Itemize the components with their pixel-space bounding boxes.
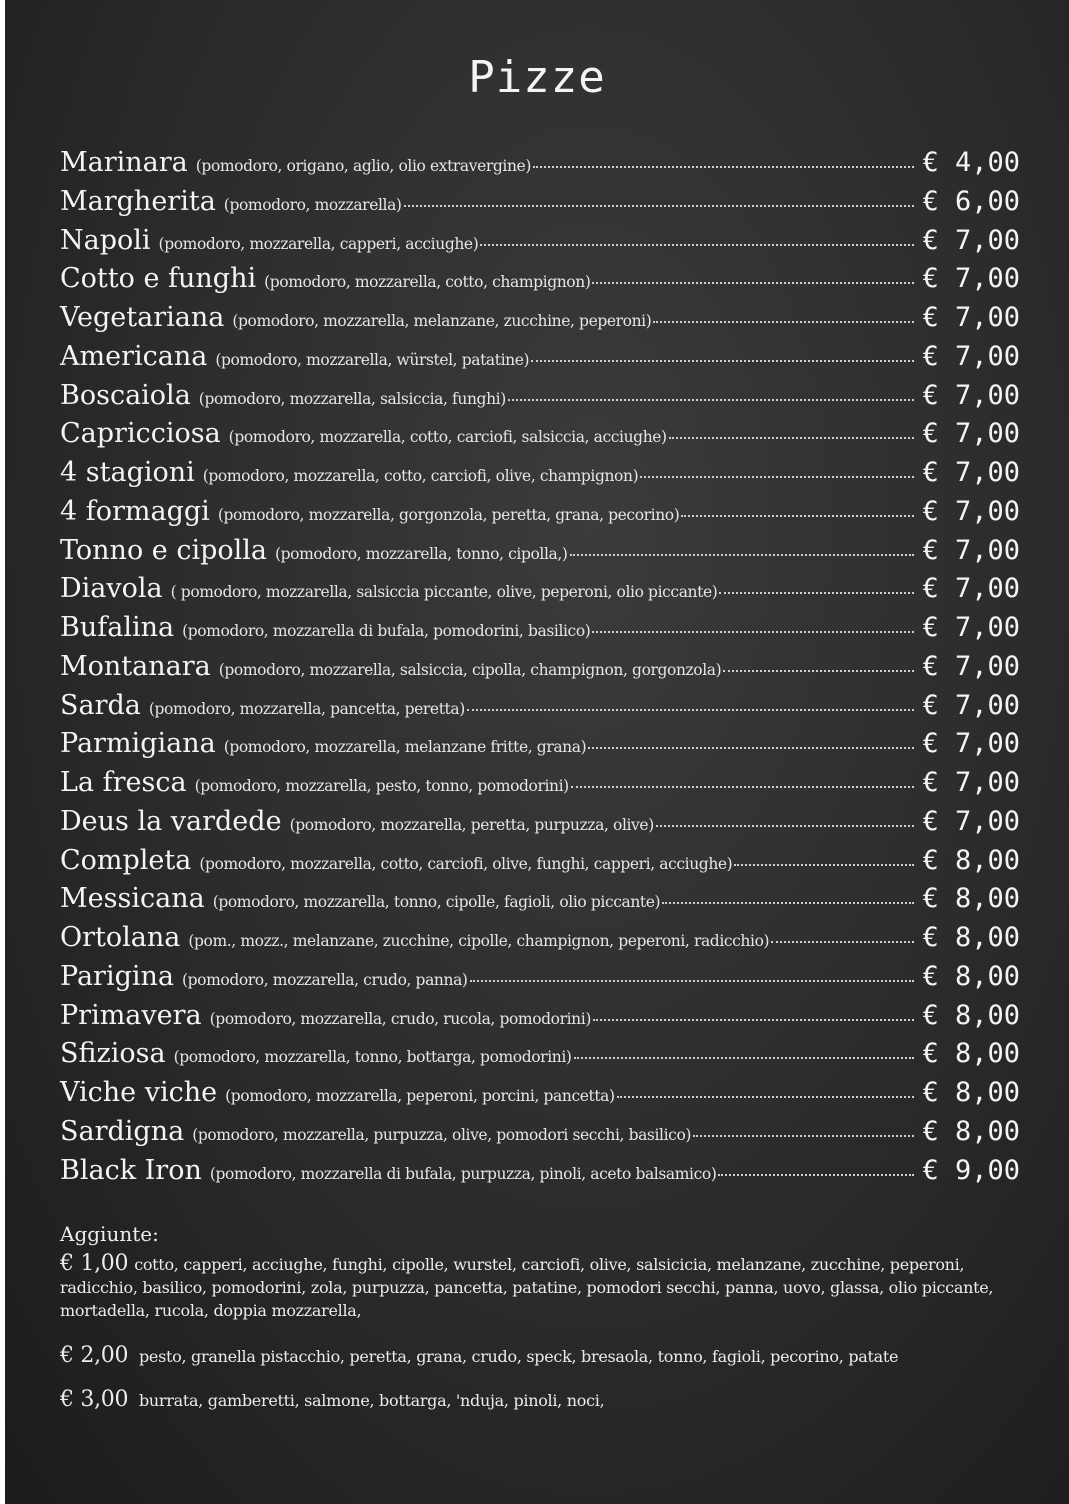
menu-item-row (60, 728, 1020, 767)
price-value: 6,00 (954, 185, 1020, 217)
currency-symbol: € (922, 650, 939, 682)
price-value: 8,00 (954, 844, 1020, 876)
item-price (918, 1155, 1020, 1186)
dot-leader (734, 864, 914, 866)
item-price (918, 1077, 1020, 1108)
extras-group-3 (60, 1388, 1020, 1412)
currency-symbol: € (922, 418, 939, 450)
item-price (918, 418, 1020, 449)
extras-price: € 2,00 (60, 1343, 129, 1368)
menu-item-row (60, 573, 1020, 612)
price-value: 7,00 (954, 340, 1020, 372)
price-value: 8,00 (954, 1077, 1020, 1108)
item-description: (pomodoro, mozzarella, cotto, carciofi, salsiccia, acciughe) (228, 428, 667, 447)
menu-item-row (60, 186, 1020, 225)
item-name: Margherita (60, 185, 216, 217)
menu-item-row (60, 690, 1020, 729)
price-value: 7,00 (954, 612, 1020, 643)
item-name: Deus la vardede (60, 805, 282, 837)
extras-section (60, 1222, 1020, 1412)
page-title: Pizze (468, 52, 606, 103)
extras-group-1 (60, 1252, 1020, 1322)
menu-item-row (60, 922, 1020, 961)
item-name: Capricciosa (60, 418, 221, 450)
item-price (918, 1038, 1020, 1069)
dot-leader (640, 476, 914, 478)
item-price (918, 651, 1020, 682)
menu-item-row (60, 341, 1020, 380)
currency-symbol: € (922, 844, 939, 876)
menu-item-row (60, 418, 1020, 457)
currency-symbol: € (922, 147, 939, 178)
menu-item-row (60, 380, 1020, 419)
dot-leader (653, 321, 914, 323)
dot-leader (470, 980, 914, 982)
item-name: Viche viche (60, 1077, 218, 1108)
item-description: (pomodoro, mozzarella, cotto, carciofi, olive, champignon) (202, 467, 639, 485)
price-value: 7,00 (954, 689, 1020, 721)
item-description: (pomodoro, mozzarella, cotto, champignon) (264, 273, 591, 292)
price-value: 8,00 (954, 960, 1020, 992)
menu-item-row (60, 651, 1020, 690)
currency-symbol: € (922, 224, 939, 256)
menu-item-row (60, 961, 1020, 1000)
dot-leader (723, 670, 914, 672)
item-name: 4 formaggi (60, 495, 210, 527)
menu-item-row (60, 263, 1020, 302)
item-price (918, 883, 1020, 914)
item-description: (pomodoro, mozzarella, würstel, patatine) (215, 350, 530, 369)
item-price (918, 302, 1020, 333)
item-description: (pomodoro, mozzarella, capperi, acciughe) (158, 234, 479, 253)
price-value: 8,00 (954, 999, 1020, 1031)
item-price (918, 961, 1020, 992)
currency-symbol: € (922, 1038, 939, 1070)
item-name: Black Iron (60, 1154, 202, 1186)
item-price (918, 845, 1020, 876)
currency-symbol: € (922, 960, 939, 992)
currency-symbol: € (922, 612, 939, 643)
price-value: 7,00 (954, 573, 1020, 605)
currency-symbol: € (922, 883, 939, 915)
item-name: Sardigna (60, 1115, 185, 1147)
menu-item-row (60, 147, 1020, 186)
menu-item-row (60, 806, 1020, 845)
item-name: 4 stagioni (60, 457, 195, 488)
item-name: Montanara (60, 650, 211, 682)
price-value: 7,00 (954, 379, 1020, 411)
dot-leader (588, 747, 914, 749)
currency-symbol: € (922, 495, 939, 527)
item-description: (pomodoro, mozzarella, peperoni, porcini, pancetta) (225, 1087, 615, 1105)
item-price (918, 263, 1020, 294)
currency-symbol: € (922, 1154, 939, 1186)
item-description: (pomodoro, mozzarella, cotto, carciofi, olive, funghi, capperi, acciughe) (199, 854, 733, 873)
dot-leader (571, 786, 914, 788)
dot-leader (719, 592, 914, 594)
extras-items: cotto, capperi, acciughe, funghi, cipolle, wurstel, carciofi, olive, salsicicia, melanzane, zucchine, peperoni, radicchio, basilico, pomodorini, zola, purpuzza, pancetta, patatine, pomodori secchi, panna, uovo, glassa, olio piccante, mortadella, rucola, doppia mozzarella, (60, 1255, 994, 1320)
item-price (918, 457, 1020, 488)
dot-leader (669, 437, 914, 439)
price-value: 7,00 (954, 263, 1020, 295)
item-description: (pomodoro, mozzarella, salsiccia, funghi) (198, 389, 506, 408)
item-description: (pomodoro, mozzarella, tonno, bottarga, pomodorini) (173, 1048, 572, 1067)
currency-symbol: € (922, 922, 939, 953)
dot-leader (771, 941, 914, 943)
currency-symbol: € (922, 1077, 939, 1108)
item-name: Bufalina (60, 612, 175, 643)
extras-price: € 1,00 (60, 1251, 129, 1276)
item-price (918, 922, 1020, 953)
dot-leader (480, 244, 914, 246)
dot-leader (574, 1057, 914, 1059)
menu-item-row (60, 496, 1020, 535)
item-description: (pom., mozz., melanzane, zucchine, cipolle, champignon, peperoni, radicchio) (188, 932, 770, 950)
currency-symbol: € (922, 185, 939, 217)
menu-item-row (60, 457, 1020, 496)
menu-item-row (60, 612, 1020, 651)
currency-symbol: € (922, 263, 939, 295)
dot-leader (404, 205, 914, 207)
currency-symbol: € (922, 728, 939, 760)
item-description: (pomodoro, mozzarella, salsiccia, cipolla, champignon, gorgonzola) (218, 660, 722, 679)
item-description: (pomodoro, mozzarella, tonno, cipolla,) (275, 544, 568, 563)
item-price (918, 806, 1020, 837)
item-price (918, 1000, 1020, 1031)
item-name: Cotto e funghi (60, 263, 257, 295)
price-value: 7,00 (954, 495, 1020, 527)
item-name: La fresca (60, 767, 187, 798)
dot-leader (656, 825, 914, 827)
currency-symbol: € (922, 1115, 939, 1147)
item-price (918, 225, 1020, 256)
menu-item-row (60, 535, 1020, 574)
item-name: Parmigiana (60, 728, 216, 760)
dot-leader (593, 1019, 914, 1021)
price-value: 8,00 (954, 883, 1020, 915)
dot-leader (508, 399, 914, 401)
menu-item-row (60, 1116, 1020, 1155)
price-value: 8,00 (954, 1115, 1020, 1147)
price-value: 8,00 (954, 922, 1020, 953)
menu-board (5, 0, 1069, 1504)
item-price (918, 573, 1020, 604)
item-description: (pomodoro, mozzarella, tonno, cipolle, fagioli, olio piccante) (212, 893, 661, 912)
menu-item-row (60, 845, 1020, 884)
item-price (918, 728, 1020, 759)
item-description: (pomodoro, mozzarella, pancetta, peretta) (148, 699, 465, 718)
dot-leader (467, 709, 914, 711)
price-value: 7,00 (954, 650, 1020, 682)
price-value: 7,00 (954, 534, 1020, 566)
item-name: Completa (60, 844, 192, 876)
menu-item-row (60, 883, 1020, 922)
item-description: (pomodoro, origano, aglio, olio extravergine) (195, 157, 531, 175)
extras-items: pesto, granella pistacchio, peretta, grana, crudo, speck, bresaola, tonno, fagioli, pecorino, patate (138, 1347, 899, 1366)
price-value: 7,00 (954, 224, 1020, 256)
item-name: Americana (60, 340, 208, 372)
currency-symbol: € (922, 457, 939, 488)
menu-item-row (60, 1077, 1020, 1116)
item-description: (pomodoro, mozzarella, pesto, tonno, pomodorini) (194, 777, 569, 795)
price-value: 7,00 (954, 767, 1020, 798)
extras-items: burrata, gamberetti, salmone, bottarga, 'nduja, pinoli, noci, (138, 1391, 605, 1410)
pizza-list (60, 147, 1020, 1193)
item-name: Messicana (60, 883, 205, 915)
menu-item-row (60, 767, 1020, 806)
item-price (918, 1116, 1020, 1147)
menu-item-row (60, 1000, 1020, 1039)
extras-title: Aggiunte: (60, 1222, 159, 1246)
dot-leader (533, 166, 914, 168)
item-price (918, 612, 1020, 643)
item-name: Ortolana (60, 922, 181, 953)
price-value: 7,00 (954, 457, 1020, 488)
item-description: (pomodoro, mozzarella, purpuzza, olive, pomodori secchi, basilico) (192, 1125, 692, 1144)
item-price (918, 767, 1020, 798)
item-description: (pomodoro, mozzarella, crudo, rucola, pomodorini) (209, 1009, 591, 1028)
item-name: Vegetariana (60, 302, 225, 333)
currency-symbol: € (922, 805, 939, 837)
price-value: 9,00 (954, 1154, 1020, 1186)
extras-group-2 (60, 1344, 1020, 1368)
item-description: (pomodoro, mozzarella di bufala, pomodorini, basilico) (182, 622, 591, 640)
price-value: 7,00 (954, 418, 1020, 450)
dot-leader (592, 631, 914, 633)
item-description: (pomodoro, mozzarella, melanzane, zucchine, peperoni) (232, 312, 652, 330)
currency-symbol: € (922, 340, 939, 372)
dot-leader (617, 1096, 914, 1098)
price-value: 4,00 (954, 147, 1020, 178)
dot-leader (681, 515, 914, 517)
item-price (918, 380, 1020, 411)
currency-symbol: € (922, 689, 939, 721)
item-name: Marinara (60, 147, 188, 178)
item-description: ( pomodoro, mozzarella, salsiccia piccante, olive, peperoni, olio piccante) (170, 583, 718, 602)
currency-symbol: € (922, 379, 939, 411)
dot-leader (718, 1174, 914, 1176)
price-value: 7,00 (954, 302, 1020, 333)
item-price (918, 186, 1020, 217)
item-name: Diavola (60, 573, 163, 605)
item-price (918, 496, 1020, 527)
item-price (918, 147, 1020, 178)
item-name: Parigina (60, 960, 174, 992)
item-price (918, 341, 1020, 372)
item-name: Napoli (60, 224, 151, 256)
item-name: Tonno e cipolla (60, 534, 268, 566)
currency-symbol: € (922, 534, 939, 566)
item-price (918, 690, 1020, 721)
item-name: Primavera (60, 999, 202, 1031)
menu-item-row (60, 1155, 1020, 1194)
item-description: (pomodoro, mozzarella, melanzane fritte, grana) (223, 738, 587, 757)
price-value: 7,00 (954, 805, 1020, 837)
currency-symbol: € (922, 767, 939, 798)
dot-leader (592, 282, 914, 284)
dot-leader (531, 360, 914, 362)
currency-symbol: € (922, 302, 939, 333)
currency-symbol: € (922, 573, 939, 605)
menu-item-row (60, 302, 1020, 341)
item-description: (pomodoro, mozzarella, crudo, panna) (182, 970, 468, 989)
item-name: Boscaiola (60, 379, 191, 411)
price-value: 7,00 (954, 728, 1020, 760)
item-description: (pomodoro, mozzarella, peretta, purpuzza, olive) (289, 815, 654, 834)
item-price (918, 535, 1020, 566)
item-description: (pomodoro, mozzarella di bufala, purpuzza, pinoli, aceto balsamico) (209, 1164, 717, 1183)
item-name: Sfiziosa (60, 1038, 166, 1070)
price-value: 8,00 (954, 1038, 1020, 1070)
currency-symbol: € (922, 999, 939, 1031)
dot-leader (662, 902, 914, 904)
item-description: (pomodoro, mozzarella) (223, 195, 402, 214)
item-name: Sarda (60, 689, 141, 721)
menu-item-row (60, 225, 1020, 264)
dot-leader (570, 554, 914, 556)
extras-price: € 3,00 (60, 1387, 129, 1412)
item-description: (pomodoro, mozzarella, gorgonzola, peretta, grana, pecorino) (217, 505, 680, 524)
dot-leader (693, 1135, 914, 1137)
menu-item-row (60, 1038, 1020, 1077)
